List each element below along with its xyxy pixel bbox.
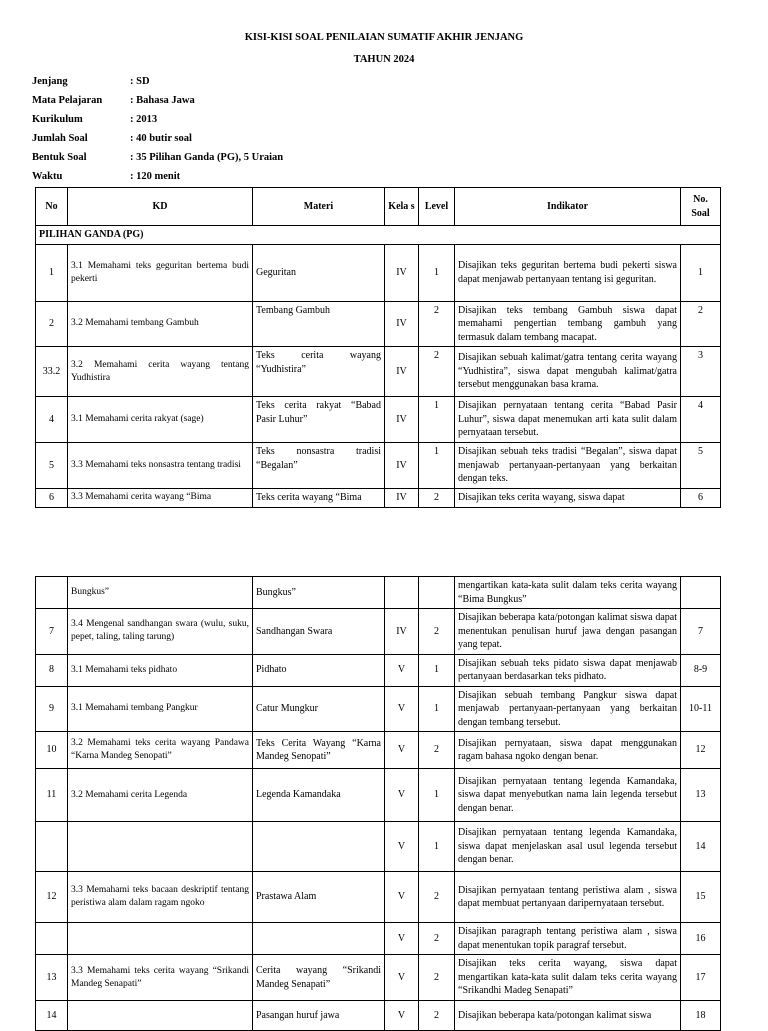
table-row (36, 822, 721, 872)
cell-kelas: V (385, 955, 419, 1001)
cell-level (419, 577, 455, 609)
cell-level: 1 (419, 822, 455, 872)
cell-level: 1 (419, 244, 455, 301)
cell-level: 2 (419, 1001, 455, 1031)
section-row (36, 226, 721, 245)
cell-kd: 3.2 Memahami cerita wayang tentang Yudhistira (68, 347, 253, 397)
cell-no: 13 (36, 955, 68, 1001)
cell-indikator: Disajikan paragraph tentang peristiwa alam , siswa dapat menentukan topik paragraf tersebut. (455, 923, 681, 955)
cell-level: 2 (419, 347, 455, 397)
cell-kelas: V (385, 822, 419, 872)
header-materi: Materi (253, 188, 385, 226)
cell-indikator: Disajikan sebuah teks tradisi “Begalan”, siswa dapat menjawab pertanyaan-pertanyaan yang berkaitan dengan teks. (455, 443, 681, 489)
table-row (36, 489, 721, 508)
meta-value: : Bahasa Jawa (130, 95, 195, 106)
header-no-soal: No. Soal (681, 188, 721, 226)
table-row (36, 301, 721, 347)
cell-kelas: V (385, 654, 419, 686)
cell-indikator: Disajikan teks geguritan bertema budi pekerti siswa dapat menjawab pertanyaan tentang isi geguritan. (455, 244, 681, 301)
meta-key: Mata Pelajaran (32, 95, 103, 106)
meta-info (32, 72, 283, 186)
table-row (36, 347, 721, 397)
meta-key: Jenjang (32, 76, 68, 87)
cell-materi (253, 923, 385, 955)
cell-kd: 3.4 Mengenal sandhangan swara (wulu, suku, pepet, taling, taling tarung) (68, 609, 253, 655)
document-title: KISI-KISI SOAL PENILAIAN SUMATIF AKHIR JENJANG (244, 32, 524, 43)
cell-materi (253, 822, 385, 872)
cell-no (36, 923, 68, 955)
meta-key: Waktu (32, 171, 63, 182)
cell-level: 2 (419, 923, 455, 955)
meta-row (32, 148, 283, 167)
cell-no: 5 (36, 443, 68, 489)
cell-no-soal: 15 (681, 872, 721, 923)
cell-kd: 3.2 Memahami cerita Legenda (68, 769, 253, 822)
document-year: TAHUN 2024 (353, 54, 415, 65)
meta-value: : 2013 (130, 114, 158, 125)
cell-kelas: IV (385, 443, 419, 489)
cell-kelas: V (385, 769, 419, 822)
cell-no: 2 (36, 301, 68, 347)
meta-row (32, 91, 283, 110)
cell-materi: Teks nonsastra tradisi “Begalan” (253, 443, 385, 489)
table-row (36, 872, 721, 923)
table-row (36, 244, 721, 301)
cell-level: 1 (419, 397, 455, 443)
cell-kelas: IV (385, 244, 419, 301)
cell-materi: Teks cerita wayang “Yudhistira” (253, 347, 385, 397)
cell-no-soal: 2 (681, 301, 721, 347)
table-row (36, 955, 721, 1001)
meta-key: Jumlah Soal (32, 133, 88, 144)
meta-value: : 40 butir soal (130, 133, 192, 144)
table-row (36, 1001, 721, 1031)
cell-no-soal: 4 (681, 397, 721, 443)
cell-level: 1 (419, 654, 455, 686)
cell-kd: 3.3 Memahami teks bacaan deskriptif tentang peristiwa alam dalam ragam ngoko (68, 872, 253, 923)
cell-level: 2 (419, 609, 455, 655)
meta-key: Kurikulum (32, 114, 83, 125)
cell-kd: 3.1 Memahami teks geguritan bertema budi pekerti (68, 244, 253, 301)
cell-no-soal: 5 (681, 443, 721, 489)
kisi-kisi-table-page-2 (35, 576, 721, 1031)
cell-materi: Geguritan (253, 244, 385, 301)
cell-indikator: mengartikan kata-kata sulit dalam teks cerita wayang “Bima Bungkus” (455, 577, 681, 609)
cell-indikator: Disajikan pernyataan tentang legenda Kamandaka, siswa dapat menjelaskan asal usul legenda tersebut dengan benar. (455, 822, 681, 872)
cell-no-soal: 3 (681, 347, 721, 397)
cell-no-soal: 10-11 (681, 686, 721, 732)
cell-level: 2 (419, 955, 455, 1001)
cell-level: 1 (419, 443, 455, 489)
meta-value: : 35 Pilihan Ganda (PG), 5 Uraian (130, 152, 284, 163)
cell-no: 8 (36, 654, 68, 686)
cell-materi: Catur Mungkur (253, 686, 385, 732)
cell-level: 2 (419, 872, 455, 923)
meta-row (32, 110, 283, 129)
cell-materi: Teks cerita wayang “Bima (253, 489, 385, 508)
meta-row (32, 167, 283, 186)
cell-kd (68, 822, 253, 872)
cell-materi: Bungkus” (253, 577, 385, 609)
cell-no (36, 822, 68, 872)
cell-kd (68, 1001, 253, 1031)
cell-no: 33.2 (36, 347, 68, 397)
cell-kelas: V (385, 1001, 419, 1031)
cell-no (36, 577, 68, 609)
cell-kd: 3.3 Memahami teks nonsastra tentang tradisi (68, 443, 253, 489)
cell-no: 7 (36, 609, 68, 655)
meta-row (32, 72, 283, 91)
table-row (36, 654, 721, 686)
table-row (36, 397, 721, 443)
cell-kelas: V (385, 872, 419, 923)
cell-kd: 3.3 Memahami teks cerita wayang “Srikandi Mandeg Senapati” (68, 955, 253, 1001)
table-row (36, 686, 721, 732)
meta-key: Bentuk Soal (32, 152, 87, 163)
cell-no: 9 (36, 686, 68, 732)
cell-no-soal: 14 (681, 822, 721, 872)
table-row (36, 769, 721, 822)
cell-no: 14 (36, 1001, 68, 1031)
cell-kelas: IV (385, 397, 419, 443)
cell-kelas: V (385, 732, 419, 769)
table-header-row (36, 188, 721, 226)
cell-materi: Sandhangan Swara (253, 609, 385, 655)
cell-no: 10 (36, 732, 68, 769)
cell-no-soal: 13 (681, 769, 721, 822)
cell-indikator: Disajikan beberapa kata/potongan kalimat siswa dapat menentukan penulisan huruf jawa dengan pasangan yang tepat. (455, 609, 681, 655)
cell-no-soal: 7 (681, 609, 721, 655)
cell-level: 2 (419, 489, 455, 508)
cell-materi: Pasangan huruf jawa (253, 1001, 385, 1031)
cell-kelas: V (385, 923, 419, 955)
cell-kd: Bungkus” (68, 577, 253, 609)
cell-no-soal: 17 (681, 955, 721, 1001)
meta-row (32, 129, 283, 148)
cell-indikator: Disajikan pernyataan tentang peristiwa alam , siswa dapat membuat pertanyaan daripernyataan tersebut. (455, 872, 681, 923)
cell-kd: 3.2 Memahami teks cerita wayang Pandawa “Karna Mandeg Senopati” (68, 732, 253, 769)
meta-value: : SD (130, 76, 150, 87)
header-kelas: Kela s (385, 188, 419, 226)
meta-value: : 120 menit (130, 171, 181, 182)
cell-no-soal: 18 (681, 1001, 721, 1031)
cell-materi: Teks cerita rakyat “Babad Pasir Luhur” (253, 397, 385, 443)
cell-level: 2 (419, 301, 455, 347)
cell-kelas: IV (385, 347, 419, 397)
header-no: No (36, 188, 68, 226)
cell-materi: Pidhato (253, 654, 385, 686)
cell-indikator: Disajikan sebuah kalimat/gatra tentang cerita wayang “Yudhistira”, siswa dapat mengubah kalimat/gatra tersebut menggunakan basa krama. (455, 347, 681, 397)
cell-kd: 3.3 Memahami cerita wayang “Bima (68, 489, 253, 508)
cell-materi: Cerita wayang “Srikandi Mandeg Senapati” (253, 955, 385, 1001)
header-indikator: Indikator (455, 188, 681, 226)
header-level: Level (419, 188, 455, 226)
cell-no: 12 (36, 872, 68, 923)
cell-no: 6 (36, 489, 68, 508)
header-kd: KD (68, 188, 253, 226)
table-row (36, 443, 721, 489)
cell-indikator: Disajikan sebuah teks pidato siswa dapat menjawab pertanyaan berdasarkan teks pidhato. (455, 654, 681, 686)
cell-indikator: Disajikan teks tembang Gambuh siswa dapat memahami pengertian tembang gambuh yang termasuk dalam tembang macapat. (455, 301, 681, 347)
table-row (36, 923, 721, 955)
kisi-kisi-table-page-1 (35, 187, 721, 508)
cell-materi: Tembang Gambuh (253, 301, 385, 347)
cell-kelas: IV (385, 489, 419, 508)
cell-indikator: Disajikan sebuah tembang Pangkur siswa dapat menjawab pertanyaan-pertanyaan yang berkaitan dengan tembang tersebut. (455, 686, 681, 732)
cell-kd: 3.1 Memahami cerita rakyat (sage) (68, 397, 253, 443)
cell-no-soal: 6 (681, 489, 721, 508)
cell-level: 1 (419, 769, 455, 822)
cell-indikator: Disajikan pernyataan tentang legenda Kamandaka, siswa dapat menyebutkan nama lain legenda tersebut dengan benar. (455, 769, 681, 822)
cell-kelas (385, 577, 419, 609)
cell-materi: Legenda Kamandaka (253, 769, 385, 822)
cell-indikator: Disajikan beberapa kata/potongan kalimat siswa (455, 1001, 681, 1031)
cell-no-soal: 16 (681, 923, 721, 955)
cell-kd: 3.1 Memahami tembang Pangkur (68, 686, 253, 732)
cell-level: 1 (419, 686, 455, 732)
cell-no: 11 (36, 769, 68, 822)
cell-indikator: Disajikan teks cerita wayang, siswa dapat (455, 489, 681, 508)
cell-materi: Prastawa Alam (253, 872, 385, 923)
cell-materi: Teks Cerita Wayang “Karna Mandeg Senopati” (253, 732, 385, 769)
cell-kd: 3.2 Memahami tembang Gambuh (68, 301, 253, 347)
cell-no-soal: 8-9 (681, 654, 721, 686)
cell-level: 2 (419, 732, 455, 769)
table-row (36, 577, 721, 609)
cell-kd: 3.1 Memahami teks pidhato (68, 654, 253, 686)
cell-kelas: V (385, 686, 419, 732)
cell-no-soal: 1 (681, 244, 721, 301)
section-pilihan-ganda: PILIHAN GANDA (PG) (36, 226, 721, 245)
cell-indikator: Disajikan teks cerita wayang, siswa dapat mengartikan kata-kata sulit dalam teks cerita wayang “Srikandhi Madeg Senapati” (455, 955, 681, 1001)
table-row (36, 732, 721, 769)
cell-no-soal: 12 (681, 732, 721, 769)
cell-kd (68, 923, 253, 955)
cell-indikator: Disajikan pernyataan, siswa dapat menggunakan ragam bahasa ngoko dengan benar. (455, 732, 681, 769)
table-row (36, 609, 721, 655)
cell-indikator: Disajikan pernyataan tentang cerita “Babad Pasir Luhur”, siswa dapat menemukan arti kata sulit dalam pernyataan tersebut. (455, 397, 681, 443)
cell-no-soal (681, 577, 721, 609)
cell-kelas: IV (385, 301, 419, 347)
cell-no: 1 (36, 244, 68, 301)
cell-kelas: IV (385, 609, 419, 655)
cell-no: 4 (36, 397, 68, 443)
